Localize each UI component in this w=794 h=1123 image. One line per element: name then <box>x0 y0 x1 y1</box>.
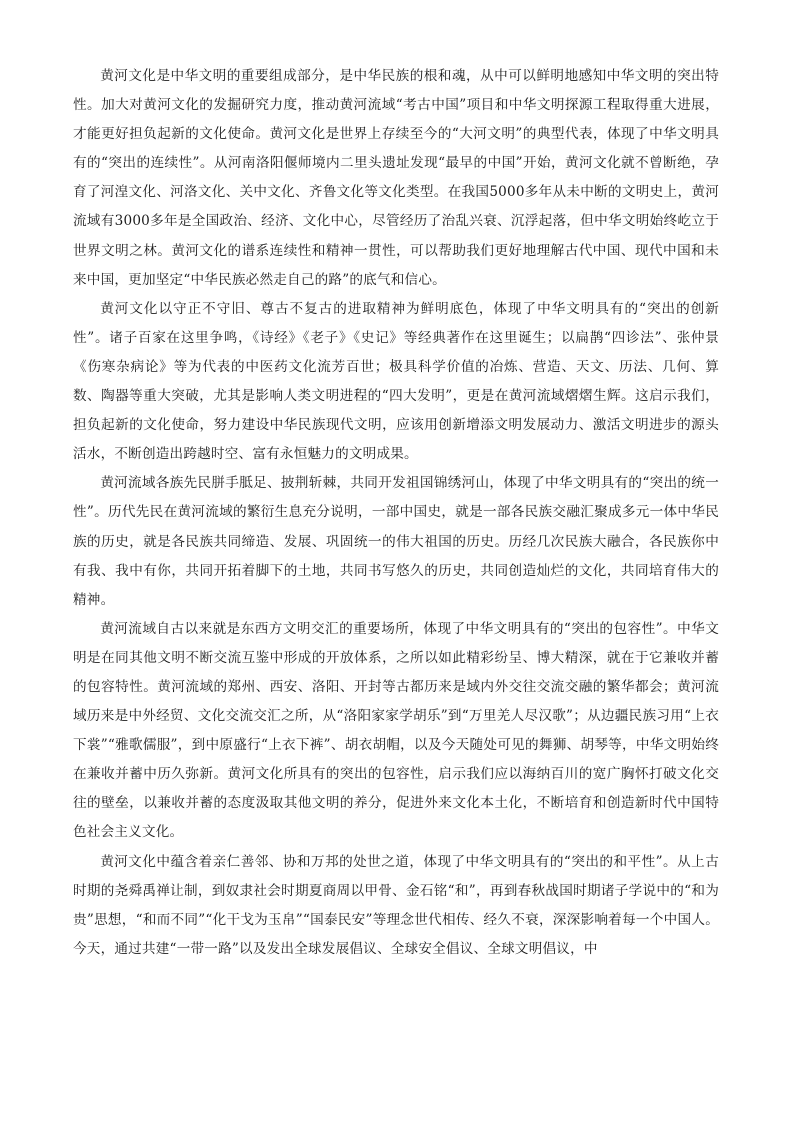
paragraph-innovation: 黄河文化以守正不守旧、尊古不复古的进取精神为鲜明底色，体现了中华文明具有的“突出的创新性”。诸子百家在这里争鸣，《诗经》《老子》《史记》等经典著作在这里诞生；以扁鹊“四诊法”、张仲景《伤寒杂病论》等为代表的中医药文化流芳百世；极具科学价值的冶炼、营造、天文、历法、几何、算数、陶器等重大突破，尤其是影响人类文明进程的“四大发明”，更是在黄河流域熠熠生辉。这启示我们，担负起新的文化使命，努力建设中华民族现代文明，应该用创新增添文明发展动力、激活文明进步的源头活水，不断创造出跨越时空、富有永恒魅力的文明成果。 <box>73 300 719 463</box>
article-body <box>73 62 719 964</box>
paragraph-continuity: 黄河文化是中华文明的重要组成部分，是中华民族的根和魂，从中可以鲜明地感知中华文明的突出特性。加大对黄河文化的发掘研究力度，推动黄河流域“考古中国”项目和中华文明探源工程取得重大进展，才能更好担负起新的文化使命。黄河文化是世界上存续至今的“大河文明”的典型代表，体现了中华文明具有的“突出的连续性”。从河南洛阳偃师境内二里头遗址发现“最早的中国”开始，黄河文化就不曾断绝，孕育了河湟文化、河洛文化、关中文化、齐鲁文化等文化类型。在我国5000多年从未中断的文明史上，黄河流域有3000多年是全国政治、经济、文化中心，尽管经历了治乱兴衰、沉浮起落，但中华文明始终屹立于世界文明之林。黄河文化的谱系连续性和精神一贯性，可以帮助我们更好地理解古代中国、现代中国和未来中国，更加坚定“中华民族必然走自己的路”的底气和信心。 <box>73 68 719 288</box>
paragraph-peacefulness: 黄河文化中蕴含着亲仁善邻、协和万邦的处世之道，体现了中华文明具有的“突出的和平性”。从上古时期的尧舜禹禅让制，到奴隶社会时期夏商周以甲骨、金石铭“和”，再到春秋战国时期诸子学说中的“和为贵”思想，“和而不同”“化干戈为玉帛”“国泰民安”等理念世代相传、经久不衰，深深影响着每一个中国人。今天，通过共建“一带一路”以及发出全球发展倡议、全球安全倡议、全球文明倡议，中 <box>73 853 719 957</box>
paragraph-unity: 黄河流域各族先民胼手胝足、披荆斩棘，共同开发祖国锦绣河山，体现了中华文明具有的“突出的统一性”。历代先民在黄河流域的繁衍生息充分说明，一部中国史，就是一部各民族交融汇聚成多元一体中华民族的历史，就是各民族共同缔造、发展、巩固统一的伟大祖国的历史。历经几次民族大融合，各民族你中有我、我中有你，共同开拓着脚下的土地，共同书写悠久的历史，共同创造灿烂的文化，共同培育伟大的精神。 <box>73 475 719 608</box>
paragraph-inclusiveness: 黄河流域自古以来就是东西方文明交汇的重要场所，体现了中华文明具有的“突出的包容性”。中华文明是在同其他文明不断交流互鉴中形成的开放体系，之所以如此精彩纷呈、博大精深，就在于它兼收并蓄的包容特性。黄河流域的郑州、西安、洛阳、开封等古都历来是域内外交往交流交融的繁华都会；黄河流域历来是中外经贸、文化交流交汇之所，从“洛阳家家学胡乐”到“万里羌人尽汉歌”；从边疆民族习用“上衣下裳”“雅歌儒服”，到中原盛行“上衣下裤”、胡衣胡帽，以及今天随处可见的舞狮、胡琴等，中华文明始终在兼收并蓄中历久弥新。黄河文化所具有的突出的包容性，启示我们应以海纳百川的宽广胸怀打破文化交往的壁垒，以兼收并蓄的态度汲取其他文明的养分，促进外来文化本土化，不断培育和创造新时代中国特色社会主义文化。 <box>73 620 719 841</box>
